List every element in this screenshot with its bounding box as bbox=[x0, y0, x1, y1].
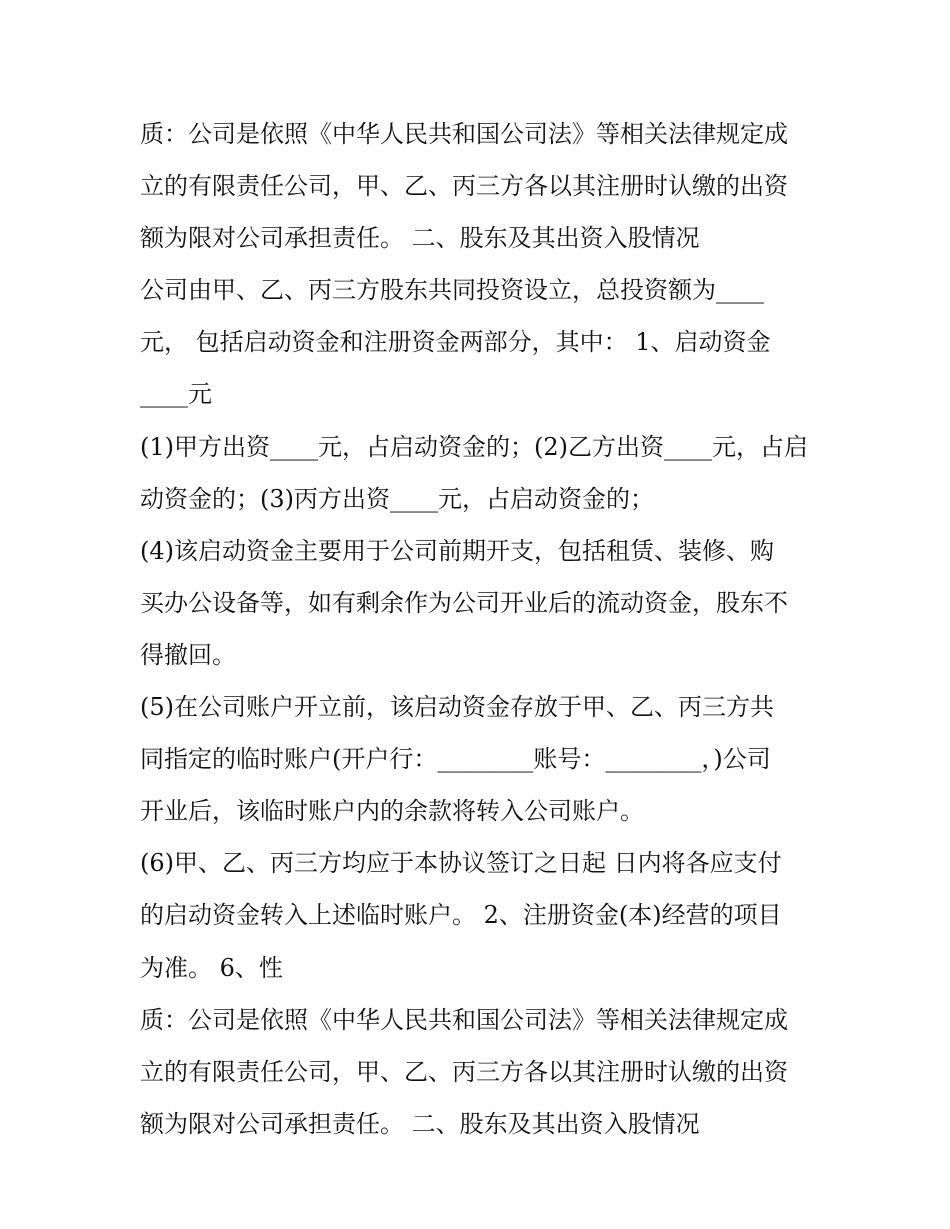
text-line: 买办公设备等，如有剩余作为公司开业后的流动资金，股东不 bbox=[140, 588, 788, 617]
text-line: 立的有限责任公司，甲、乙、丙三方各以其注册时认缴的出资 bbox=[140, 172, 788, 201]
text-line: 开业后，该临时账户内的余款将转入公司账户。 bbox=[140, 797, 644, 826]
text-line: 同指定的临时账户(开户行：________账号：________，)公司 bbox=[140, 745, 771, 774]
text-line: 额为限对公司承担责任。 二、股东及其出资入股情况 bbox=[140, 224, 700, 253]
text-line: 公司由甲、乙、丙三方股东共同投资设立，总投资额为____ bbox=[140, 276, 764, 305]
text-line: 动资金的；(3)丙方出资____元，占启动资金的； bbox=[140, 484, 654, 513]
text-line: 的启动资金转入上述临时账户。 2、注册资金(本)经营的项目 bbox=[140, 901, 782, 930]
text-line: (6)甲、乙、丙三方均应于本协议签订之日起 日内将各应支付 bbox=[140, 849, 782, 878]
text-line: (4)该启动资金主要用于公司前期开支，包括租赁、装修、购 bbox=[140, 536, 774, 565]
text-line: 元， 包括启动资金和注册资金两部分，其中： 1、启动资金 bbox=[140, 328, 771, 357]
text-line: (5)在公司账户开立前，该启动资金存放于甲、乙、丙三方共 bbox=[140, 693, 774, 722]
text-line: 立的有限责任公司，甲、乙、丙三方各以其注册时认缴的出资 bbox=[140, 1057, 788, 1086]
text-line: 得撤回。 bbox=[140, 640, 236, 669]
text-line: ____元 bbox=[140, 380, 212, 409]
text-line: 额为限对公司承担责任。 二、股东及其出资入股情况 bbox=[140, 1109, 700, 1138]
text-line: 质：公司是依照《中华人民共和国公司法》等相关法律规定成 bbox=[140, 120, 788, 148]
document-body bbox=[140, 108, 840, 1150]
text-line: 质：公司是依照《中华人民共和国公司法》等相关法律规定成 bbox=[140, 1005, 788, 1034]
text-line: 为准。 6、性 bbox=[140, 953, 283, 982]
text-line: (1)甲方出资____元，占启动资金的；(2)乙方出资____元，占启 bbox=[140, 432, 808, 461]
